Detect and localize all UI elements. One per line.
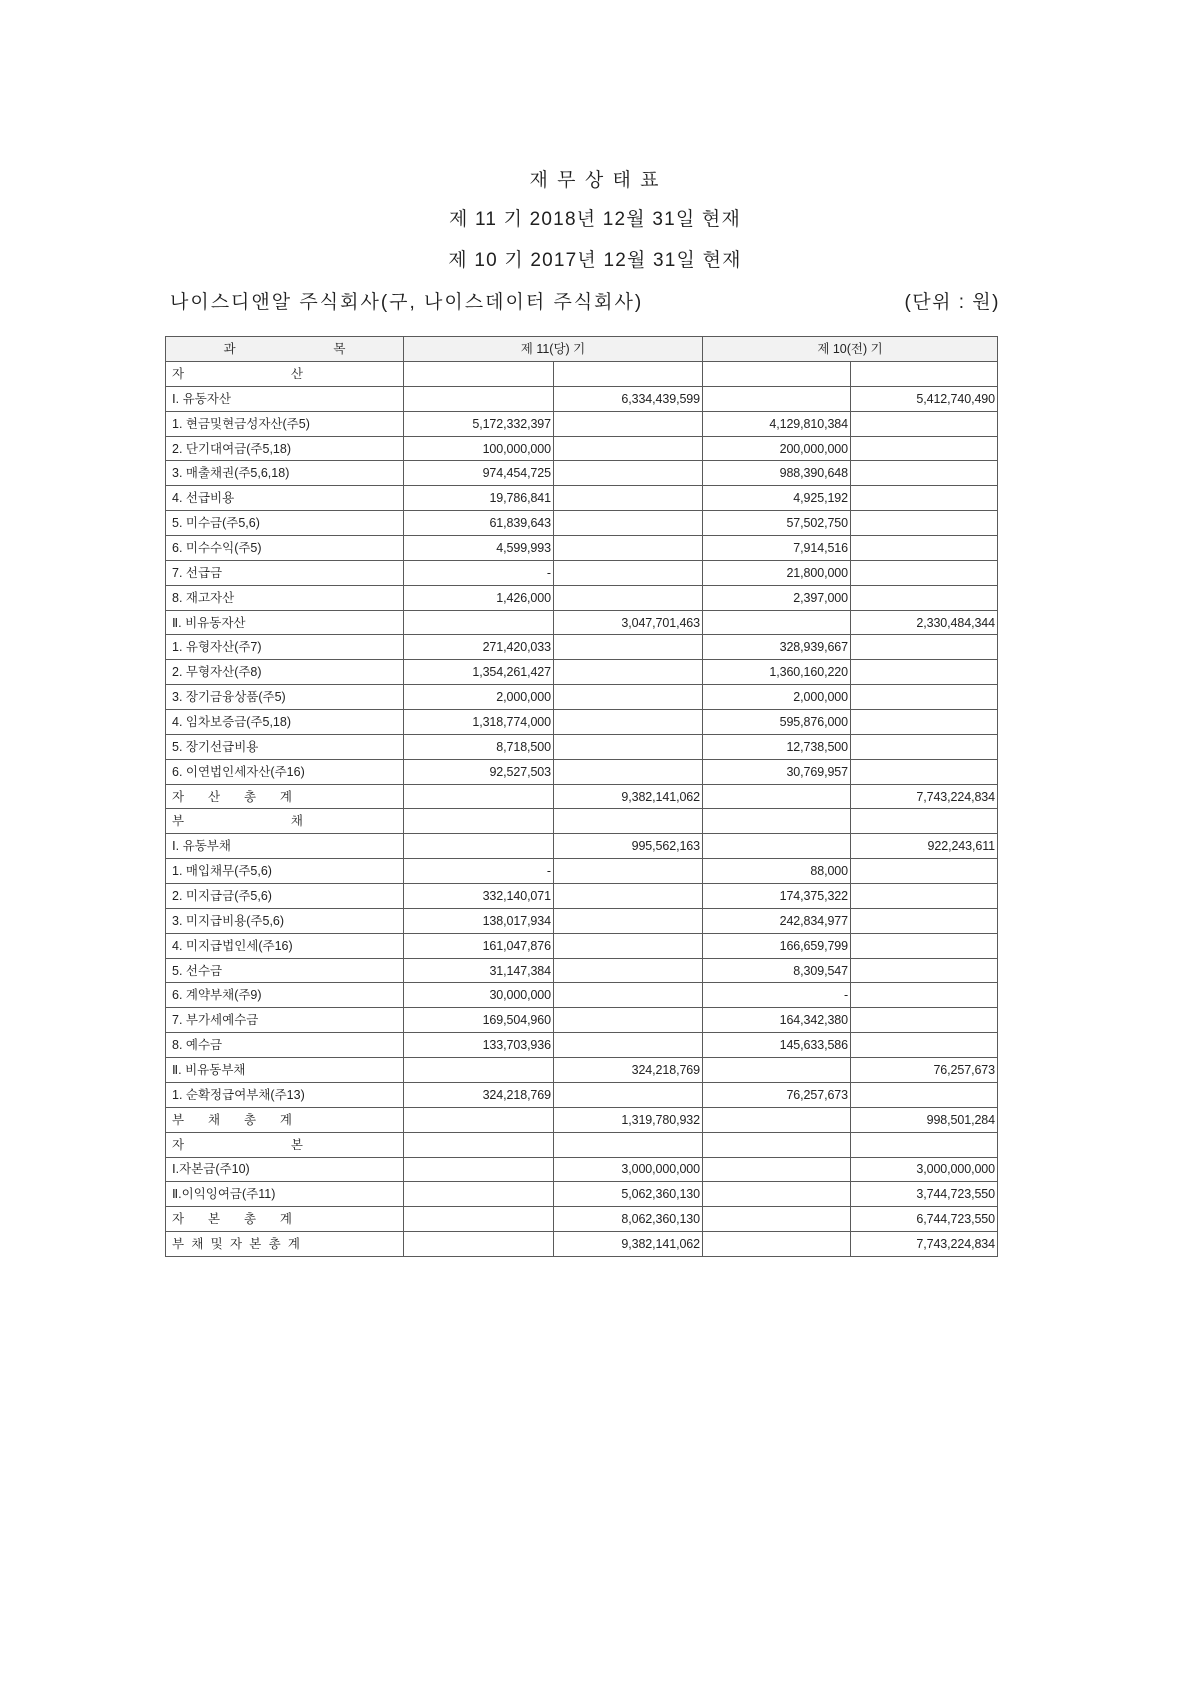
current-detail-amount: 271,420,033	[404, 635, 554, 660]
row-label-cell	[166, 610, 404, 635]
row-label-cell	[166, 710, 404, 735]
table-row	[166, 685, 998, 710]
prior-total-amount	[851, 859, 998, 884]
prior-detail-amount	[703, 1058, 851, 1083]
row-label: 3. 매출채권(주5,6,18)	[172, 466, 290, 481]
prior-total-amount	[851, 1132, 998, 1157]
table-row	[166, 710, 998, 735]
prior-total-amount	[851, 635, 998, 660]
prior-detail-amount: 595,876,000	[703, 710, 851, 735]
row-label: 7. 선급금	[172, 565, 223, 580]
current-detail-amount: 5,172,332,397	[404, 411, 554, 436]
row-label: 7. 부가세예수금	[172, 1013, 259, 1028]
row-label: 2. 단기대여금(주5,18)	[172, 441, 292, 456]
table-row	[166, 933, 998, 958]
period-current-line: 제 11 기 2018년 12월 31일 현재	[448, 209, 741, 230]
row-label-cell	[166, 486, 404, 511]
row-label: 2. 미지급금(주5,6)	[172, 888, 272, 903]
prior-total-amount	[851, 436, 998, 461]
table-row	[166, 1132, 998, 1157]
current-detail-amount: 61,839,643	[404, 511, 554, 536]
current-detail-amount: 92,527,503	[404, 759, 554, 784]
prior-total-amount: 2,330,484,344	[851, 610, 998, 635]
current-detail-amount: 138,017,934	[404, 908, 554, 933]
row-label-cell	[166, 411, 404, 436]
prior-total-amount	[851, 660, 998, 685]
current-total-amount	[554, 908, 703, 933]
row-label: Ⅰ. 유동부채	[172, 839, 231, 854]
row-label-cell	[166, 1033, 404, 1058]
row-label: 5. 선수금	[172, 963, 223, 978]
table-header-row	[166, 337, 998, 362]
current-detail-amount: 19,786,841	[404, 486, 554, 511]
prior-detail-amount: 164,342,380	[703, 1008, 851, 1033]
row-label-cell	[166, 734, 404, 759]
table-row	[166, 1082, 998, 1107]
row-label-cell	[166, 1058, 404, 1083]
current-detail-amount: 332,140,071	[404, 884, 554, 909]
table-row	[166, 734, 998, 759]
prior-detail-amount: 88,000	[703, 859, 851, 884]
row-label: 자 본	[172, 1137, 303, 1152]
prior-total-amount: 7,743,224,834	[851, 1232, 998, 1257]
table-row	[166, 386, 998, 411]
table-row	[166, 884, 998, 909]
row-label: Ⅱ.이익잉여금(주11)	[172, 1187, 276, 1202]
prior-detail-amount: 2,397,000	[703, 585, 851, 610]
row-label-cell	[166, 511, 404, 536]
row-label: 6. 계약부채(주9)	[172, 988, 262, 1003]
current-total-amount: 9,382,141,062	[554, 784, 703, 809]
table-body	[166, 362, 998, 1257]
current-detail-amount	[404, 1232, 554, 1257]
row-label-cell	[166, 908, 404, 933]
current-total-amount	[554, 685, 703, 710]
row-label-cell	[166, 1132, 404, 1157]
prior-detail-amount	[703, 1132, 851, 1157]
row-label-cell	[166, 1008, 404, 1033]
prior-detail-amount	[703, 784, 851, 809]
row-label: 자 산 총 계	[172, 789, 292, 804]
prior-detail-amount: 76,257,673	[703, 1082, 851, 1107]
current-detail-amount: 324,218,769	[404, 1082, 554, 1107]
prior-detail-amount: 4,925,192	[703, 486, 851, 511]
row-label-cell	[166, 660, 404, 685]
table-row	[166, 784, 998, 809]
current-detail-amount: 100,000,000	[404, 436, 554, 461]
current-total-amount	[554, 461, 703, 486]
prior-total-amount: 922,243,611	[851, 834, 998, 859]
current-total-amount: 8,062,360,130	[554, 1207, 703, 1232]
header-prior-period: 제 10(전) 기	[703, 337, 998, 362]
prior-total-amount	[851, 486, 998, 511]
row-label: 4. 미지급법인세(주16)	[172, 938, 293, 953]
table-row	[166, 635, 998, 660]
row-label-cell	[166, 1107, 404, 1132]
prior-total-amount	[851, 1033, 998, 1058]
table-row	[166, 859, 998, 884]
row-label: 부 채 및 자 본 총 계	[172, 1237, 300, 1251]
prior-detail-amount	[703, 610, 851, 635]
row-label-cell	[166, 859, 404, 884]
current-total-amount	[554, 436, 703, 461]
prior-detail-amount	[703, 1107, 851, 1132]
current-total-amount: 3,000,000,000	[554, 1157, 703, 1182]
prior-total-amount	[851, 958, 998, 983]
row-label: Ⅱ. 비유동부채	[172, 1062, 246, 1077]
prior-total-amount: 76,257,673	[851, 1058, 998, 1083]
current-detail-amount	[404, 1207, 554, 1232]
prior-detail-amount: 200,000,000	[703, 436, 851, 461]
row-label-cell	[166, 461, 404, 486]
current-detail-amount	[404, 386, 554, 411]
table-row	[166, 461, 998, 486]
current-detail-amount: 1,426,000	[404, 585, 554, 610]
row-label: 8. 재고자산	[172, 590, 235, 605]
current-detail-amount: 31,147,384	[404, 958, 554, 983]
prior-detail-amount: 242,834,977	[703, 908, 851, 933]
table-row	[166, 1207, 998, 1232]
current-total-amount: 1,319,780,932	[554, 1107, 703, 1132]
current-total-amount: 6,334,439,599	[554, 386, 703, 411]
table-row	[166, 1058, 998, 1083]
current-total-amount	[554, 1082, 703, 1107]
current-total-amount	[554, 560, 703, 585]
prior-detail-amount: 328,939,667	[703, 635, 851, 660]
current-total-amount: 3,047,701,463	[554, 610, 703, 635]
current-detail-amount	[404, 1058, 554, 1083]
table-row	[166, 560, 998, 585]
current-total-amount	[554, 809, 703, 834]
current-detail-amount	[404, 784, 554, 809]
current-total-amount	[554, 933, 703, 958]
prior-detail-amount: 174,375,322	[703, 884, 851, 909]
prior-detail-amount	[703, 1232, 851, 1257]
period-prior-line: 제 10 기 2017년 12월 31일 현재	[448, 250, 742, 271]
table-row	[166, 759, 998, 784]
prior-detail-amount: 12,738,500	[703, 734, 851, 759]
current-total-amount	[554, 362, 703, 387]
row-label: 4. 선급비용	[172, 491, 235, 506]
prior-detail-amount: 8,309,547	[703, 958, 851, 983]
prior-total-amount: 7,743,224,834	[851, 784, 998, 809]
prior-total-amount	[851, 362, 998, 387]
current-detail-amount	[404, 809, 554, 834]
document-title: 재 무 상 태 표	[529, 170, 661, 191]
row-label-cell	[166, 759, 404, 784]
table-row	[166, 1107, 998, 1132]
row-label: 3. 장기금융상품(주5)	[172, 690, 286, 705]
row-label-cell	[166, 1157, 404, 1182]
row-label: 1. 순확정급여부채(주13)	[172, 1087, 305, 1102]
row-label: 2. 무형자산(주8)	[172, 665, 262, 680]
table-row	[166, 1182, 998, 1207]
prior-total-amount	[851, 411, 998, 436]
prior-total-amount	[851, 585, 998, 610]
prior-detail-amount	[703, 362, 851, 387]
current-detail-amount: 133,703,936	[404, 1033, 554, 1058]
row-label-cell	[166, 983, 404, 1008]
row-label: 자 산	[172, 366, 303, 381]
prior-detail-amount: 21,800,000	[703, 560, 851, 585]
prior-detail-amount: 2,000,000	[703, 685, 851, 710]
prior-total-amount	[851, 1082, 998, 1107]
current-total-amount	[554, 884, 703, 909]
prior-total-amount: 3,744,723,550	[851, 1182, 998, 1207]
table-row	[166, 536, 998, 561]
row-label: Ⅱ. 비유동자산	[172, 615, 246, 630]
prior-detail-amount: 1,360,160,220	[703, 660, 851, 685]
table-row	[166, 983, 998, 1008]
header-current-period: 제 11(당) 기	[404, 337, 703, 362]
table-row	[166, 809, 998, 834]
current-total-amount	[554, 411, 703, 436]
prior-total-amount	[851, 933, 998, 958]
current-total-amount	[554, 1132, 703, 1157]
table-row	[166, 585, 998, 610]
prior-total-amount	[851, 560, 998, 585]
row-label-cell	[166, 362, 404, 387]
row-label: 1. 현금및현금성자산(주5)	[172, 416, 310, 431]
table-row	[166, 1232, 998, 1257]
prior-detail-amount: 57,502,750	[703, 511, 851, 536]
row-label-cell	[166, 436, 404, 461]
row-label-cell	[166, 1082, 404, 1107]
row-label-cell	[166, 1182, 404, 1207]
prior-detail-amount: 30,769,957	[703, 759, 851, 784]
table-row	[166, 411, 998, 436]
table-row	[166, 511, 998, 536]
prior-total-amount	[851, 884, 998, 909]
current-detail-amount: 30,000,000	[404, 983, 554, 1008]
prior-total-amount	[851, 685, 998, 710]
unit-label: (단위 : 원)	[904, 292, 1000, 313]
row-label-cell	[166, 386, 404, 411]
table-row	[166, 610, 998, 635]
header-item-label: 과 목	[223, 342, 346, 356]
current-total-amount	[554, 734, 703, 759]
company-name: 나이스디앤알 주식회사(구, 나이스데이터 주식회사)	[170, 292, 644, 313]
current-total-amount	[554, 635, 703, 660]
prior-detail-amount	[703, 834, 851, 859]
current-detail-amount	[404, 1157, 554, 1182]
table-row	[166, 1008, 998, 1033]
row-label: 1. 매입채무(주5,6)	[172, 864, 272, 879]
current-total-amount	[554, 710, 703, 735]
current-total-amount	[554, 1008, 703, 1033]
table-row	[166, 1157, 998, 1182]
current-total-amount: 9,382,141,062	[554, 1232, 703, 1257]
row-label-cell	[166, 809, 404, 834]
prior-total-amount	[851, 461, 998, 486]
current-detail-amount: 169,504,960	[404, 1008, 554, 1033]
row-label: 부 채	[172, 814, 303, 829]
current-detail-amount: 2,000,000	[404, 685, 554, 710]
table-row	[166, 1033, 998, 1058]
prior-total-amount: 5,412,740,490	[851, 386, 998, 411]
row-label: 5. 미수금(주5,6)	[172, 516, 260, 531]
current-total-amount: 995,562,163	[554, 834, 703, 859]
prior-detail-amount: 4,129,810,384	[703, 411, 851, 436]
current-total-amount	[554, 536, 703, 561]
current-total-amount	[554, 511, 703, 536]
current-detail-amount: 8,718,500	[404, 734, 554, 759]
header-item-cell	[166, 337, 404, 362]
row-label-cell	[166, 933, 404, 958]
prior-total-amount	[851, 809, 998, 834]
table-row	[166, 908, 998, 933]
table-row	[166, 486, 998, 511]
row-label: 6. 미수수익(주5)	[172, 540, 262, 555]
current-detail-amount	[404, 1132, 554, 1157]
prior-total-amount: 998,501,284	[851, 1107, 998, 1132]
prior-total-amount	[851, 536, 998, 561]
current-detail-amount	[404, 610, 554, 635]
prior-detail-amount: -	[703, 983, 851, 1008]
prior-total-amount	[851, 710, 998, 735]
prior-total-amount	[851, 511, 998, 536]
current-detail-amount: 1,318,774,000	[404, 710, 554, 735]
current-total-amount	[554, 958, 703, 983]
prior-detail-amount	[703, 1182, 851, 1207]
prior-total-amount	[851, 1008, 998, 1033]
prior-detail-amount: 988,390,648	[703, 461, 851, 486]
row-label-cell	[166, 958, 404, 983]
current-detail-amount: -	[404, 560, 554, 585]
row-label: Ⅰ.자본금(주10)	[172, 1162, 250, 1177]
row-label: Ⅰ. 유동자산	[172, 391, 231, 406]
current-detail-amount: 1,354,261,427	[404, 660, 554, 685]
row-label: 자 본 총 계	[172, 1212, 292, 1227]
current-detail-amount: 4,599,993	[404, 536, 554, 561]
table-row	[166, 362, 998, 387]
current-total-amount	[554, 486, 703, 511]
current-total-amount	[554, 585, 703, 610]
row-label-cell	[166, 536, 404, 561]
row-label: 5. 장기선급비용	[172, 739, 259, 754]
prior-detail-amount: 7,914,516	[703, 536, 851, 561]
row-label: 6. 이연법인세자산(주16)	[172, 764, 305, 779]
current-total-amount: 5,062,360,130	[554, 1182, 703, 1207]
current-detail-amount	[404, 1182, 554, 1207]
current-detail-amount	[404, 1107, 554, 1132]
current-total-amount	[554, 1033, 703, 1058]
row-label: 3. 미지급비용(주5,6)	[172, 913, 285, 928]
table-row	[166, 958, 998, 983]
table-row	[166, 834, 998, 859]
row-label-cell	[166, 834, 404, 859]
current-total-amount	[554, 859, 703, 884]
prior-detail-amount	[703, 386, 851, 411]
current-detail-amount: 161,047,876	[404, 933, 554, 958]
table-row	[166, 660, 998, 685]
row-label-cell	[166, 1232, 404, 1257]
row-label-cell	[166, 685, 404, 710]
row-label-cell	[166, 635, 404, 660]
current-detail-amount: -	[404, 859, 554, 884]
prior-detail-amount	[703, 1157, 851, 1182]
current-detail-amount: 974,454,725	[404, 461, 554, 486]
prior-total-amount: 6,744,723,550	[851, 1207, 998, 1232]
prior-total-amount: 3,000,000,000	[851, 1157, 998, 1182]
prior-detail-amount: 166,659,799	[703, 933, 851, 958]
row-label: 부 채 총 계	[172, 1112, 292, 1127]
prior-detail-amount: 145,633,586	[703, 1033, 851, 1058]
prior-total-amount	[851, 908, 998, 933]
row-label: 8. 예수금	[172, 1038, 223, 1053]
prior-total-amount	[851, 759, 998, 784]
current-total-amount	[554, 983, 703, 1008]
row-label-cell	[166, 1207, 404, 1232]
current-detail-amount	[404, 362, 554, 387]
prior-total-amount	[851, 734, 998, 759]
prior-total-amount	[851, 983, 998, 1008]
row-label-cell	[166, 560, 404, 585]
current-total-amount: 324,218,769	[554, 1058, 703, 1083]
current-total-amount	[554, 660, 703, 685]
row-label-cell	[166, 585, 404, 610]
row-label: 4. 임차보증금(주5,18)	[172, 714, 292, 729]
current-detail-amount	[404, 834, 554, 859]
table-row	[166, 436, 998, 461]
row-label: 1. 유형자산(주7)	[172, 640, 262, 655]
prior-detail-amount	[703, 809, 851, 834]
prior-detail-amount	[703, 1207, 851, 1232]
row-label-cell	[166, 884, 404, 909]
balance-sheet-table	[165, 336, 998, 1257]
current-total-amount	[554, 759, 703, 784]
row-label-cell	[166, 784, 404, 809]
